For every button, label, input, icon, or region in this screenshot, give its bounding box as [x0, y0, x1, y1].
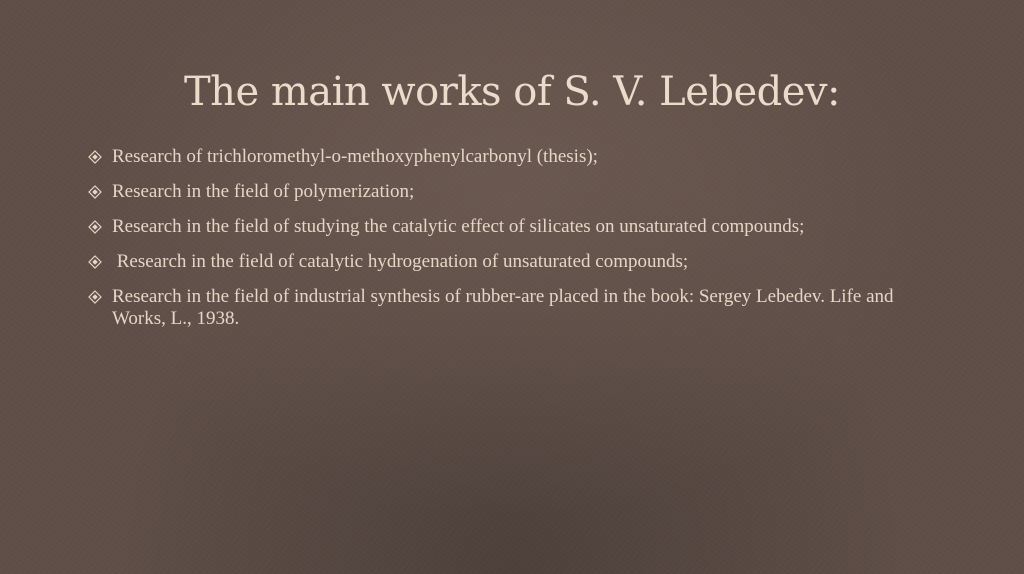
bullet-item	[88, 286, 968, 330]
bullet-item	[88, 251, 968, 273]
bullet-item	[88, 181, 968, 203]
diamond-bullet-icon	[88, 220, 102, 234]
bullet-item	[88, 216, 968, 238]
bullet-text: Research of trichloromethyl-o-methoxyphenylcarbonyl (thesis);	[112, 146, 598, 167]
diamond-bullet-icon	[88, 255, 102, 269]
bullet-text: Research in the field of industrial synthesis of rubber-are placed in the book: Sergey Lebedev. Life and Works, L., 1938.	[112, 286, 894, 329]
bullet-text: Research in the field of catalytic hydrogenation of unsaturated compounds;	[112, 251, 689, 272]
diamond-bullet-icon	[88, 185, 102, 199]
bullet-text: Research in the field of studying the catalytic effect of silicates on unsaturated compounds;	[112, 216, 805, 237]
diamond-bullet-icon	[88, 150, 102, 164]
bullet-text: Research in the field of polymerization;	[112, 181, 415, 202]
bullet-item	[88, 146, 968, 168]
slide-title: The main works of S. V. Lebedev:	[184, 69, 840, 115]
bullet-list	[88, 146, 968, 343]
diamond-bullet-icon	[88, 290, 102, 304]
